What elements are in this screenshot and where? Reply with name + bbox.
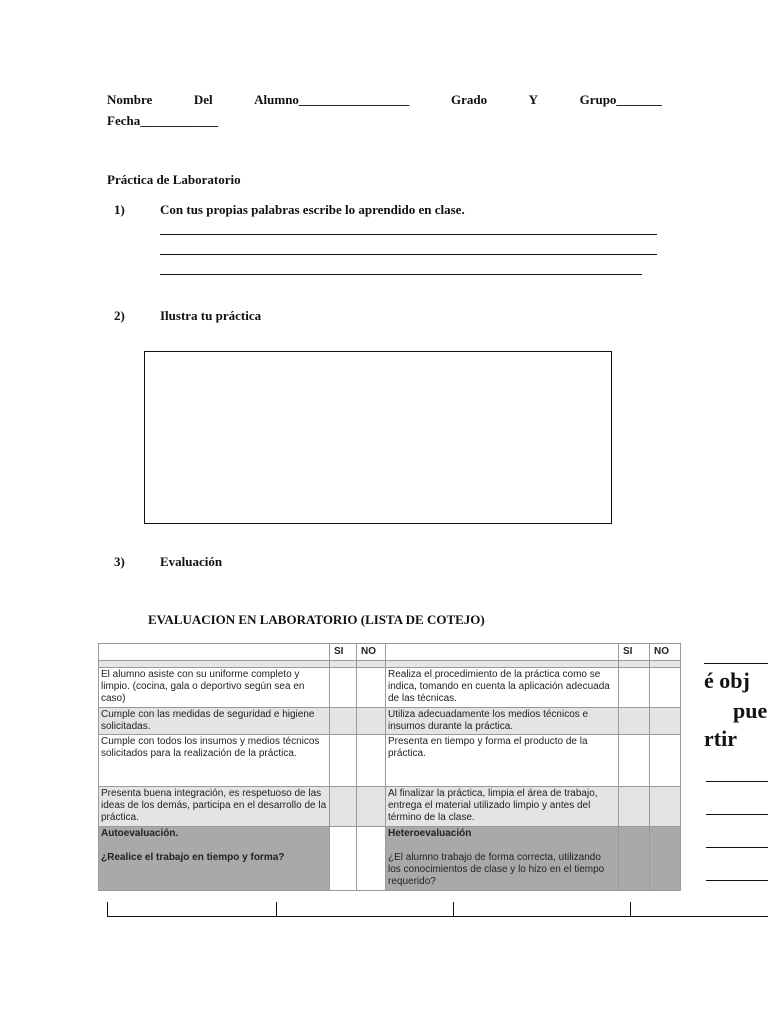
check-si-cell[interactable] [619,787,650,827]
check-no-cell[interactable] [650,787,681,827]
check-no-cell[interactable] [650,708,681,735]
check-no-cell[interactable] [357,668,386,708]
side-fragment-3: rtir [704,726,737,751]
question-2-text: Ilustra tu práctica [160,308,262,323]
criterion-left: El alumno asiste con su uniforme completo y limpio. (cocina, gala o deportivo según sea en caso) [99,668,330,708]
bottom-bracket-line [107,902,768,917]
bracket-tick [630,902,631,916]
check-no-cell[interactable] [357,735,386,787]
autoevaluation-title: Autoevaluación. [101,828,179,839]
heteroevaluation-question: ¿El alumno trabajo de forma correcta, utilizando los conocimientos de clase y lo hizo en el tiempo requerido? [388,852,605,887]
side-fragment-2: pue [733,698,768,723]
label-nombre: Nombre [107,92,153,107]
side-answer-line [706,781,768,782]
header-si-left: SI [330,644,357,661]
heteroevaluation-cell [386,827,619,891]
side-answer-line [706,880,768,881]
answer-line-3 [160,274,642,275]
check-si-cell[interactable] [330,708,357,735]
criterion-left: Cumple con las medidas de seguridad e higiene solicitadas. [99,708,330,735]
table-row [99,668,681,708]
label-alumno: Alumno_________________ [254,92,410,107]
student-info-row [107,92,662,112]
section-title: Práctica de Laboratorio [107,172,241,187]
check-si-cell[interactable] [619,735,650,787]
table-spacer-row [99,661,681,668]
header-no-right: NO [650,644,681,661]
label-grupo: Grupo_______ [579,92,662,107]
check-si-cell[interactable] [619,668,650,708]
table-row-evaluation [99,827,681,891]
illustration-box [144,351,612,524]
side-line-top [704,663,768,664]
criterion-right: Al finalizar la práctica, limpia el área de trabajo, entrega el material utilizado limpio y antes del término de la clase. [386,787,619,827]
check-si-cell[interactable] [619,708,650,735]
side-fragment-1: é obj [704,668,750,693]
check-si-cell[interactable] [330,787,357,827]
answer-line-2 [160,254,657,255]
criterion-right: Utiliza adecuadamente los medios técnicos e insumos durante la práctica. [386,708,619,735]
question-3-number: 3) [114,554,125,569]
bracket-tick [107,902,108,916]
header-no-left: NO [357,644,386,661]
check-si-cell[interactable] [330,735,357,787]
question-2-number: 2) [114,308,125,323]
criterion-right: Realiza el procedimiento de la práctica como se indica, tomando en cuenta la aplicación adecuada de las técnicas. [386,668,619,708]
bracket-tick [453,902,454,916]
question-3-text: Evaluación [160,554,223,569]
heteroevaluation-title: Heteroevaluación [388,828,472,839]
criterion-right: Presenta en tiempo y forma el producto de la práctica. [386,735,619,787]
autoevaluation-cell [99,827,330,891]
check-no-cell[interactable] [357,708,386,735]
header-empty-right [386,644,619,661]
question-1-number: 1) [114,202,125,217]
header-si-right: SI [619,644,650,661]
table-row [99,787,681,827]
table-row [99,735,681,787]
table-row [99,708,681,735]
side-answer-line [706,847,768,848]
checklist-table [98,643,680,898]
check-si-cell[interactable] [619,827,650,891]
criterion-left: Cumple con todos los insumos y medios técnicos solicitados para la realización de la práctica. [99,735,330,787]
check-no-cell[interactable] [650,668,681,708]
label-del: Del [193,92,213,107]
header-empty-left [99,644,330,661]
answer-line-1 [160,234,657,235]
table-header-row [99,644,681,661]
label-fecha: Fecha____________ [107,113,219,128]
label-y: Y [528,92,539,107]
autoevaluation-question: ¿Realice el trabajo en tiempo y forma? [101,852,285,863]
criterion-left: Presenta buena integración, es respetuoso de las ideas de los demás, participa en el desarrollo de la práctica. [99,787,330,827]
check-si-cell[interactable] [330,668,357,708]
check-no-cell[interactable] [650,735,681,787]
check-no-cell[interactable] [650,827,681,891]
side-answer-line [706,814,768,815]
check-no-cell[interactable] [357,787,386,827]
check-si-cell[interactable] [330,827,357,891]
check-no-cell[interactable] [357,827,386,891]
label-grado: Grado [450,92,488,107]
question-1-text: Con tus propias palabras escribe lo aprendido en clase. [160,202,465,217]
table-title: EVALUACION EN LABORATORIO (LISTA DE COTEJO) [148,612,485,627]
bracket-tick [276,902,277,916]
